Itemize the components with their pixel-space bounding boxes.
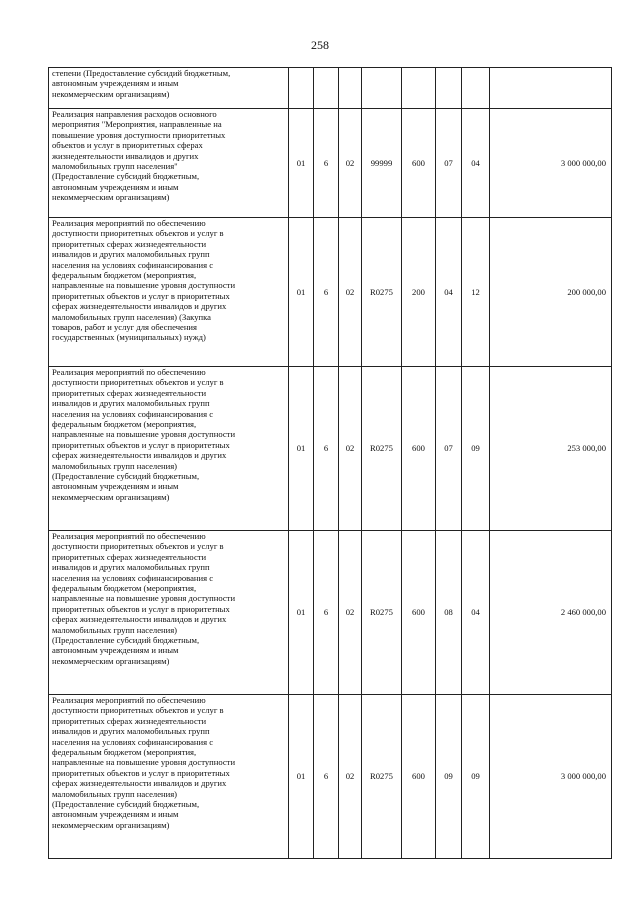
subsection-code: 09 <box>462 695 490 859</box>
amount: 3 000 000,00 <box>490 695 612 859</box>
section-code: 07 <box>436 109 462 218</box>
subprogram-code <box>314 68 339 109</box>
expense-type-code: 600 <box>402 531 436 695</box>
event-code: 02 <box>339 367 362 531</box>
expense-type-code: 600 <box>402 367 436 531</box>
program-code: 01 <box>289 367 314 531</box>
program-code: 01 <box>289 695 314 859</box>
table-row <box>49 218 612 367</box>
amount: 3 000 000,00 <box>490 109 612 218</box>
subprogram-code: 6 <box>314 531 339 695</box>
table-row <box>49 531 612 695</box>
subsection-code: 09 <box>462 367 490 531</box>
section-code: 07 <box>436 367 462 531</box>
row-description: Реализация мероприятий по обеспечению доступности приоритетных объектов и услуг в приоритетных сферах жизнедеятельности инвалидов и других маломобильных групп населения на условиях софинансирования с федеральным бюджетом (мероприятия, направленные на повышение уровня доступности приоритетных объектов и услуг в приоритетных сферах жизнедеятельности инвалидов и других маломобильных групп населения) (Предоставление субсидий бюджетным, автономным учреждениям и иным некоммерческим организациям) <box>49 367 289 531</box>
subsection-code: 04 <box>462 531 490 695</box>
event-code: 02 <box>339 109 362 218</box>
subprogram-code: 6 <box>314 218 339 367</box>
row-description: Реализация мероприятий по обеспечению доступности приоритетных объектов и услуг в приоритетных сферах жизнедеятельности инвалидов и других маломобильных групп населения на условиях софинансирования с федеральным бюджетом (мероприятия, направленные на повышение уровня доступности приоритетных объектов и услуг в приоритетных сферах жизнедеятельности инвалидов и других маломобильных групп населения) (Закупка товаров, работ и услуг для обеспечения государственных (муниципальных) нужд) <box>49 218 289 367</box>
subsection-code: 12 <box>462 218 490 367</box>
expense-type-code: 600 <box>402 695 436 859</box>
subsection-code <box>462 68 490 109</box>
direction-code: R0275 <box>362 695 402 859</box>
event-code: 02 <box>339 695 362 859</box>
section-code: 08 <box>436 531 462 695</box>
page-number: 258 <box>311 38 329 52</box>
subprogram-code: 6 <box>314 367 339 531</box>
row-description: Реализация направления расходов основного мероприятия "Мероприятия, направленные на повышение уровня доступности приоритетных объектов и услуг в приоритетных сферах жизнедеятельности инвалидов и других маломобильных групп населения" (Предоставление субсидий бюджетным, автономным учреждениям и иным некоммерческим организациям) <box>49 109 289 218</box>
direction-code: 99999 <box>362 109 402 218</box>
row-description: степени (Предоставление субсидий бюджетным, автономным учреждениям и иным некоммерческим организациям) <box>49 68 289 109</box>
expense-type-code <box>402 68 436 109</box>
section-code <box>436 68 462 109</box>
amount: 200 000,00 <box>490 218 612 367</box>
row-description: Реализация мероприятий по обеспечению доступности приоритетных объектов и услуг в приоритетных сферах жизнедеятельности инвалидов и других маломобильных групп населения на условиях софинансирования с федеральным бюджетом (мероприятия, направленные на повышение уровня доступности приоритетных объектов и услуг в приоритетных сферах жизнедеятельности инвалидов и других маломобильных групп населения) (Предоставление субсидий бюджетным, автономным учреждениям и иным некоммерческим организациям) <box>49 531 289 695</box>
direction-code: R0275 <box>362 367 402 531</box>
table-row <box>49 109 612 218</box>
amount <box>490 68 612 109</box>
program-code <box>289 68 314 109</box>
amount: 2 460 000,00 <box>490 531 612 695</box>
event-code: 02 <box>339 218 362 367</box>
table-row <box>49 367 612 531</box>
expense-type-code: 600 <box>402 109 436 218</box>
event-code: 02 <box>339 531 362 695</box>
direction-code: R0275 <box>362 531 402 695</box>
section-code: 09 <box>436 695 462 859</box>
direction-code <box>362 68 402 109</box>
row-description: Реализация мероприятий по обеспечению доступности приоритетных объектов и услуг в приоритетных сферах жизнедеятельности инвалидов и других маломобильных групп населения на условиях софинансирования с федеральным бюджетом (мероприятия, направленные на повышение уровня доступности приоритетных объектов и услуг в приоритетных сферах жизнедеятельности инвалидов и других маломобильных групп населения) (Предоставление субсидий бюджетным, автономным учреждениям и иным некоммерческим организациям) <box>49 695 289 859</box>
subprogram-code: 6 <box>314 695 339 859</box>
expense-type-code: 200 <box>402 218 436 367</box>
amount: 253 000,00 <box>490 367 612 531</box>
direction-code: R0275 <box>362 218 402 367</box>
subsection-code: 04 <box>462 109 490 218</box>
program-code: 01 <box>289 218 314 367</box>
event-code <box>339 68 362 109</box>
subprogram-code: 6 <box>314 109 339 218</box>
program-code: 01 <box>289 109 314 218</box>
table-row <box>49 695 612 859</box>
program-code: 01 <box>289 531 314 695</box>
section-code: 04 <box>436 218 462 367</box>
budget-table <box>48 67 612 859</box>
table-row <box>49 68 612 109</box>
